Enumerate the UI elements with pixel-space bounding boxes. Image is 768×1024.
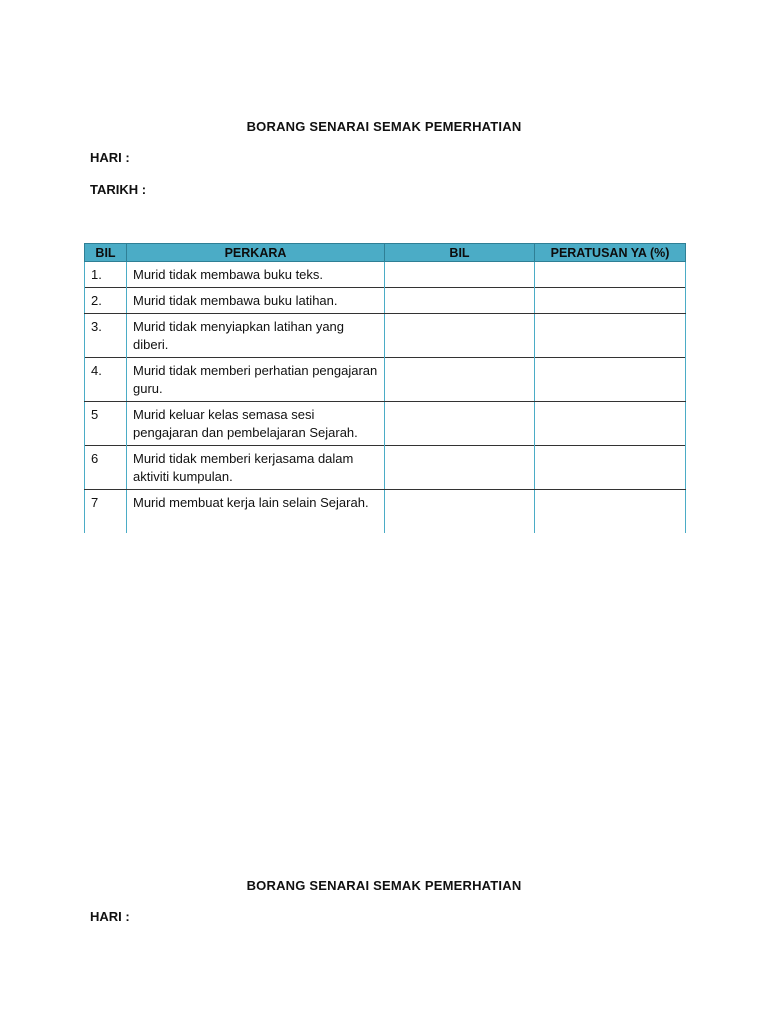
row-number: 5 [85, 402, 127, 446]
header-percent: PERATUSAN YA (%) [535, 244, 686, 262]
row-count-cell[interactable] [385, 490, 535, 534]
table-row [85, 358, 686, 402]
row-number: 4. [85, 358, 127, 402]
table-row [85, 288, 686, 314]
row-count-cell[interactable] [385, 262, 535, 288]
row-count-cell[interactable] [385, 446, 535, 490]
row-number: 1. [85, 262, 127, 288]
row-number: 2. [85, 288, 127, 314]
row-count-cell[interactable] [385, 402, 535, 446]
table-row [85, 314, 686, 358]
row-percent-cell[interactable] [535, 402, 686, 446]
row-item: Murid tidak membawa buku latihan. [127, 288, 385, 314]
row-item: Murid tidak memberi perhatian pengajaran guru. [127, 358, 385, 402]
tarikh-label: TARIKH : [90, 182, 147, 197]
table-row [85, 402, 686, 446]
table-row [85, 262, 686, 288]
hari-label: HARI : [90, 150, 130, 165]
header-bil: BIL [85, 244, 127, 262]
row-number: 6 [85, 446, 127, 490]
header-count: BIL [385, 244, 535, 262]
row-item: Murid keluar kelas semasa sesi pengajaran dan pembelajaran Sejarah. [127, 402, 385, 446]
row-percent-cell[interactable] [535, 490, 686, 534]
form-title: BORANG SENARAI SEMAK PEMERHATIAN [246, 119, 522, 134]
row-count-cell[interactable] [385, 314, 535, 358]
header-perkara: PERKARA [127, 244, 385, 262]
row-item: Murid tidak memberi kerjasama dalam aktiviti kumpulan. [127, 446, 385, 490]
row-number: 7 [85, 490, 127, 534]
row-number: 3. [85, 314, 127, 358]
row-count-cell[interactable] [385, 358, 535, 402]
hari-label-second: HARI : [90, 909, 130, 924]
row-item: Murid membuat kerja lain selain Sejarah. [127, 490, 385, 534]
row-percent-cell[interactable] [535, 262, 686, 288]
row-percent-cell[interactable] [535, 446, 686, 490]
table-row [85, 446, 686, 490]
form-title-second: BORANG SENARAI SEMAK PEMERHATIAN [246, 878, 522, 893]
row-item: Murid tidak membawa buku teks. [127, 262, 385, 288]
row-percent-cell[interactable] [535, 314, 686, 358]
row-percent-cell[interactable] [535, 288, 686, 314]
row-item: Murid tidak menyiapkan latihan yang diberi. [127, 314, 385, 358]
row-percent-cell[interactable] [535, 358, 686, 402]
checklist-table [84, 243, 686, 533]
row-count-cell[interactable] [385, 288, 535, 314]
table-row [85, 490, 686, 534]
table-header-row [85, 244, 686, 262]
